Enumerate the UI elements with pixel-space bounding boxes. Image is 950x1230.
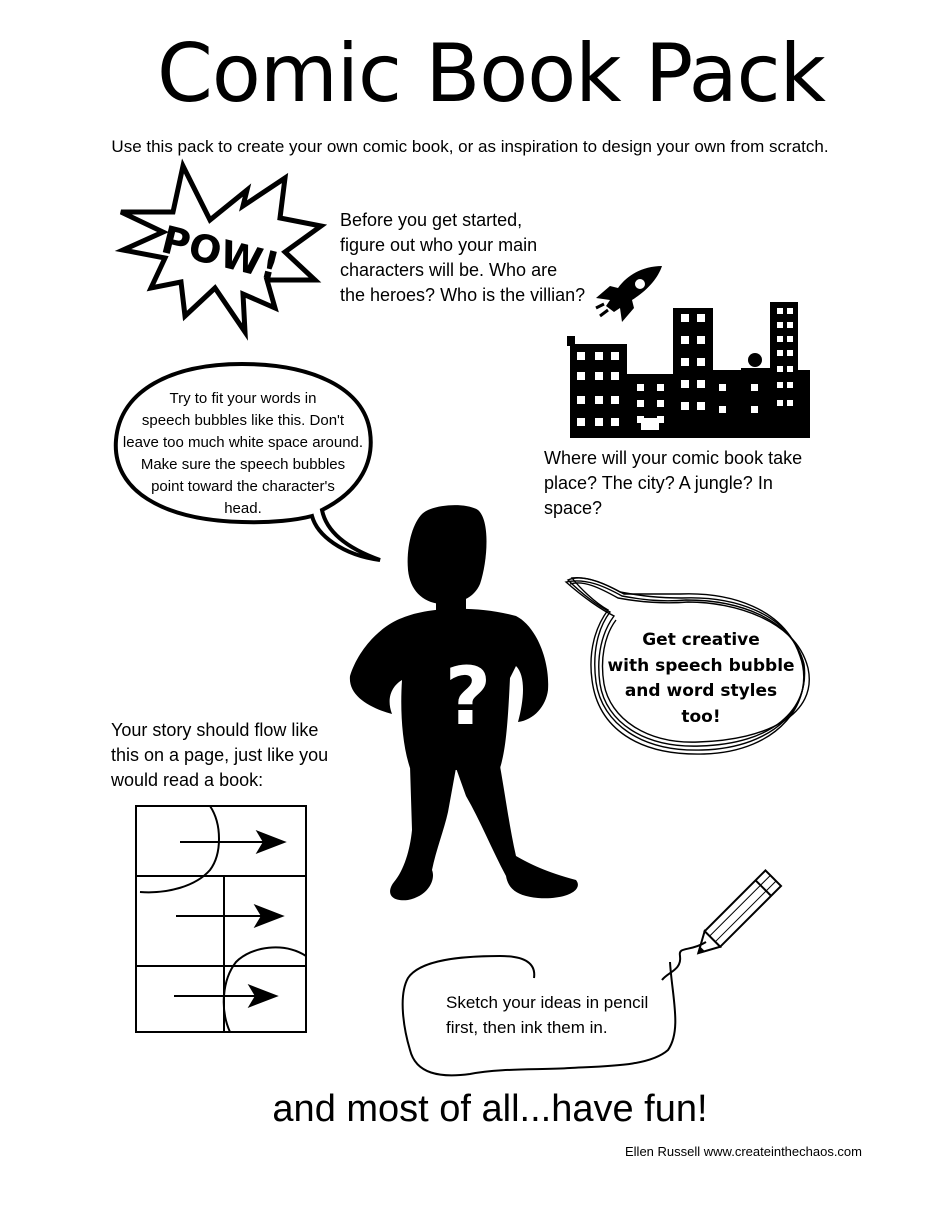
starburst-icon <box>115 160 330 340</box>
hero-question-mark: ? <box>444 650 492 743</box>
pow-text: POW! <box>157 217 284 289</box>
hero-silhouette-icon <box>340 500 590 905</box>
credit-line: Ellen Russell www.createinthechaos.com <box>625 1144 862 1159</box>
creative-tip: Get creative with speech bubble and word styles too! <box>607 630 795 727</box>
comic-layout-icon <box>134 804 309 1034</box>
sketch-tip: Sketch your ideas in pencil first, then ink them in. <box>446 993 649 1037</box>
closing-line: and most of all...have fun! <box>272 1088 708 1130</box>
speech-bubble-tip: Try to fit your words in speech bubbles like this. Don't leave too much white space around. Make sure the speech bubbles point toward the character's head. <box>122 390 364 517</box>
flow-tip: Your story should flow like this on a page, just like you would read a book: <box>111 720 329 790</box>
page-subtitle: Use this pack to create your own comic book, or as inspiration to design your own from scratch. <box>111 137 829 156</box>
setting-tip: Where will your comic book take place? The city? A jungle? In space? <box>544 448 803 518</box>
page-title: Comic Book Pack <box>157 27 825 120</box>
characters-tip: Before you get started, figure out who your main characters will be. Who are the heroes? Who is the villian? <box>340 210 586 305</box>
city-skyline-icon <box>565 300 810 438</box>
